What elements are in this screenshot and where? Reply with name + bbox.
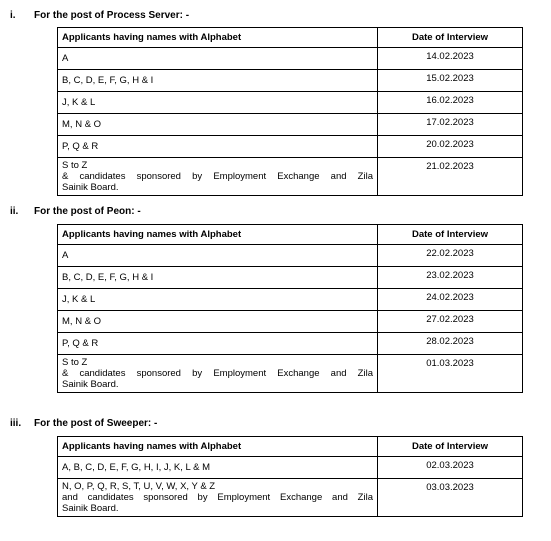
alphabet-cell: M, N & O [58,311,378,333]
table-row [58,158,523,196]
sponsored-note-end: Sainik Board. [62,503,119,514]
alphabet-range: S to Z [62,357,88,368]
process-server-interview-table [57,27,523,196]
alphabet-cell: A, B, C, D, E, F, G, H, I, J, K, L & M [58,457,378,479]
alphabet-cell: A [58,48,378,70]
sponsored-note: & candidates sponsored by Employment Exchange and Zila [62,368,373,379]
sponsored-note: and candidates sponsored by Employment Exchange and Zila [62,492,373,503]
column-header-alphabet: Applicants having names with Alphabet [58,28,378,48]
section-1-title: For the post of Process Server: - [34,10,190,21]
interview-date-cell: 17.02.2023 [378,114,523,136]
interview-date-cell: 15.02.2023 [378,70,523,92]
interview-date-cell: 21.02.2023 [378,158,523,196]
sponsored-note-end: Sainik Board. [62,379,119,390]
interview-date-cell: 02.03.2023 [378,457,523,479]
interview-date-cell: 24.02.2023 [378,289,523,311]
alphabet-cell-multiline [58,158,378,196]
interview-date-cell: 01.03.2023 [378,355,523,393]
section-3-number: iii. [10,418,22,429]
interview-date-cell: 23.02.2023 [378,267,523,289]
sponsored-note: & candidates sponsored by Employment Exchange and Zila [62,171,373,182]
table-row [58,136,523,158]
alphabet-cell: B, C, D, E, F, G, H & I [58,267,378,289]
alphabet-cell: J, K & L [58,92,378,114]
alphabet-cell: A [58,245,378,267]
alphabet-cell: P, Q & R [58,333,378,355]
alphabet-cell: J, K & L [58,289,378,311]
section-2-number: ii. [10,206,19,217]
alphabet-cell-multiline [58,479,378,517]
alphabet-range: N, O, P, Q, R, S, T, U, V, W, X, Y & Z [62,481,216,492]
interview-date-cell: 14.02.2023 [378,48,523,70]
interview-date-cell: 20.02.2023 [378,136,523,158]
alphabet-range: S to Z [62,160,88,171]
table-header-row [58,225,523,245]
table-row [58,479,523,517]
section-1-number: i. [10,10,16,21]
sponsored-note-end: Sainik Board. [62,182,119,193]
sweeper-interview-table [57,436,523,517]
alphabet-cell-multiline [58,355,378,393]
table-row [58,48,523,70]
table-row [58,92,523,114]
column-header-date: Date of Interview [378,28,523,48]
table-row [58,267,523,289]
table-row [58,355,523,393]
alphabet-cell: B, C, D, E, F, G, H & I [58,70,378,92]
column-header-alphabet: Applicants having names with Alphabet [58,437,378,457]
column-header-alphabet: Applicants having names with Alphabet [58,225,378,245]
table-header-row [58,437,523,457]
interview-date-cell: 16.02.2023 [378,92,523,114]
table-row [58,333,523,355]
interview-date-cell: 22.02.2023 [378,245,523,267]
interview-date-cell: 27.02.2023 [378,311,523,333]
table-row [58,311,523,333]
table-row [58,457,523,479]
section-2-title: For the post of Peon: - [34,206,141,217]
alphabet-cell: M, N & O [58,114,378,136]
column-header-date: Date of Interview [378,437,523,457]
section-3-title: For the post of Sweeper: - [34,418,158,429]
column-header-date: Date of Interview [378,225,523,245]
interview-date-cell: 03.03.2023 [378,479,523,517]
table-row [58,70,523,92]
interview-date-cell: 28.02.2023 [378,333,523,355]
table-header-row [58,28,523,48]
table-row [58,245,523,267]
peon-interview-table [57,224,523,393]
table-row [58,289,523,311]
alphabet-cell: P, Q & R [58,136,378,158]
table-row [58,114,523,136]
